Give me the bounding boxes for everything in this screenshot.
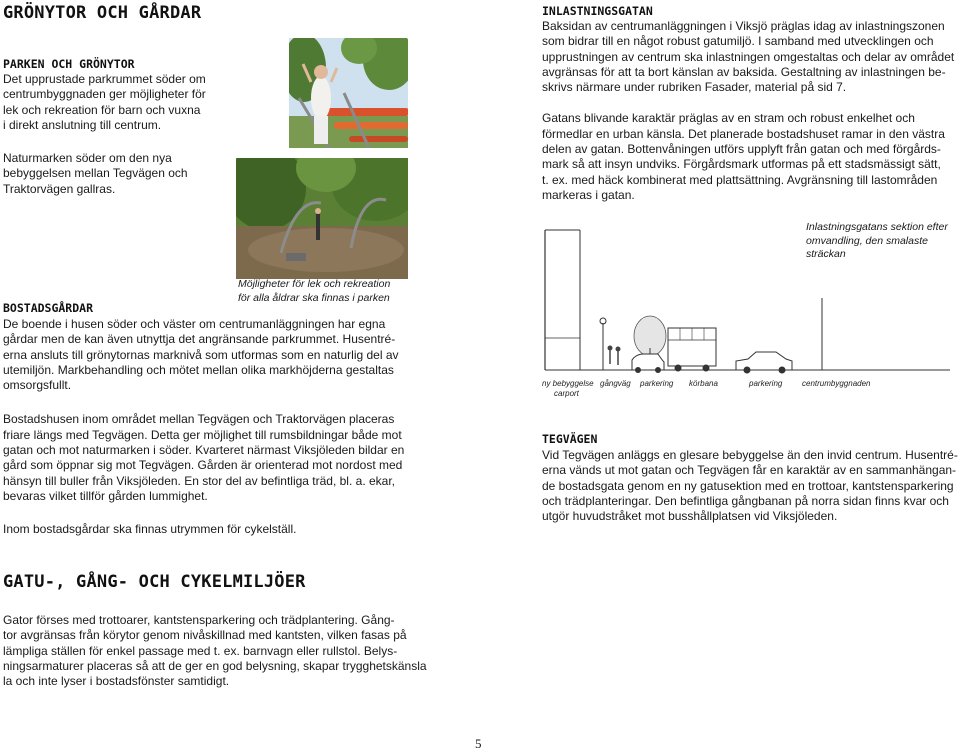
tegvagen-text: [542, 448, 958, 524]
section-label-centrumbyggnaden: centrumbyggnaden: [802, 379, 871, 388]
bostadsgardar-text: [3, 317, 423, 538]
bostadsgardar-heading: BOSTADSGÅRDAR: [3, 301, 94, 315]
gatu-text: [3, 613, 433, 689]
parken-heading: PARKEN OCH GRÖNYTOR: [3, 57, 135, 71]
section-label-korbana: körbana: [689, 379, 718, 388]
gatu-heading: GATU-, GÅNG- OCH CYKELMILJÖER: [3, 572, 306, 592]
section-label-parkering-2: parkering: [749, 379, 783, 388]
inlastning-text: [542, 19, 958, 203]
bostadsgardar-paragraph-2: Bostadshusen inom området mellan Tegvägen och Traktorvägen placeras friare längs med Tegvägen. Detta ger möjlighet till rumsbildningar både mot gatan och mot naturmarken i söder. Kvarteret närmast Viksjöleden bildar en gård som öppnar sig mot Tegvägen. Gården är orienterad mot nordost med hänsyn till buller från Viksjöleden. En stor del av befintliga träd, bl. a. ekar, bevaras vilket tillför gården lummighet.: [3, 412, 405, 503]
park-photo-caption: Möjligheter för lek och rekreation för alla åldrar ska finnas i parken: [238, 278, 391, 304]
page-number: 5: [475, 736, 482, 751]
inlastning-heading: INLASTNINGSGATAN: [542, 4, 653, 18]
tegvagen-heading: TEGVÄGEN: [542, 432, 598, 446]
parken-paragraph-1: Det upprustade parkrummet söder om centrumbyggnaden ger möjligheter för lek och rekreation för barn och vuxna i direkt anslutning till centrum.: [3, 72, 206, 132]
section-label-gangvag: gångväg: [600, 379, 631, 388]
section-label-ny-bebyggelse: ny bebyggelse carport: [542, 379, 594, 398]
bostadsgardar-paragraph-1: De boende i husen söder och väster om centrumanläggningen har egna gårdar men de kan även utnyttja det angränsande parkrummet. Husentré- erna ansluts till grönytornas marknivå som utformas som en naturlig del av utemiljön. Markbehandling och mötet mellan olika markhöjderna gestaltas omsorgsfullt.: [3, 317, 399, 393]
page-title: GRÖNYTOR OCH GÅRDAR: [3, 3, 202, 23]
section-label-parkering-1: parkering: [640, 379, 674, 388]
tegvagen-paragraph-1: Vid Tegvägen anläggs en glesare bebyggelse än den invid centrum. Husentré- erna vänds ut mot gatan och Tegvägen får en karaktär av en sammanhängan- de bostadsgata genom en ny gatusektion med en trottoar, kantstensparkering och trädplanteringar. Den befintliga gångbanan på norra sidan finns kvar och utgör huvudstråket mot busshållplatsen vid Viksjöleden.: [542, 448, 958, 524]
inlastning-paragraph-1: Baksidan av centrumanläggningen i Viksjö präglas idag av inlastningszonen som bidrar till en något robust gatumiljö. I samband med utvecklingen och upprustningen av centrum ska inlastningen omgestaltas och delar av området avgränsas för att ta bort känslan av baksida. Gestaltning av inlastningen be- skrivs närmare under rubriken Fasader, material på sid 7.: [542, 19, 955, 95]
gatu-paragraph-1: Gator förses med trottoarer, kantstensparkering och trädplantering. Gång- tor avgränsas från körytor genom nivåskillnad med kantsten, vilken fasas på lämpliga ställen för enkel passage med t. ex. barnvagn eller rullstol. Belys- ningsarmaturer placeras så att de ger en god belysning, skapar trygghetskänsla la och inte lyser i bostadsfönster samtidigt.: [3, 613, 427, 689]
section-caption: Inlastningsgatans sektion efter omvandling, den smalaste sträckan: [806, 221, 948, 260]
playground-photo-1: [289, 38, 408, 148]
bostadsgardar-paragraph-3: Inom bostadsgårdar ska finnas utrymmen för cykelställ.: [3, 522, 297, 537]
playground-photo-2: [236, 158, 408, 279]
inlastning-paragraph-2: Gatans blivande karaktär präglas av en stram och robust enkelhet och förmedlar en urban känsla. Det planerade bostadshuset ramar in den västra delen av gatan. Bottenvåningen utförs upplyft från gatan och med förgårds- mark så att insyn undviks. Förgårdsmark utformas på ett stadsmässigt sätt, t. ex. med häck kombinerat med plattsättning. Avgränsning till lastområden markeras i gatan.: [542, 111, 945, 202]
street-section-diagram: [540, 228, 958, 378]
parken-text: [3, 72, 243, 197]
parken-paragraph-2: Naturmarken söder om den nya bebyggelsen mellan Tegvägen och Traktorvägen gallras.: [3, 151, 188, 196]
